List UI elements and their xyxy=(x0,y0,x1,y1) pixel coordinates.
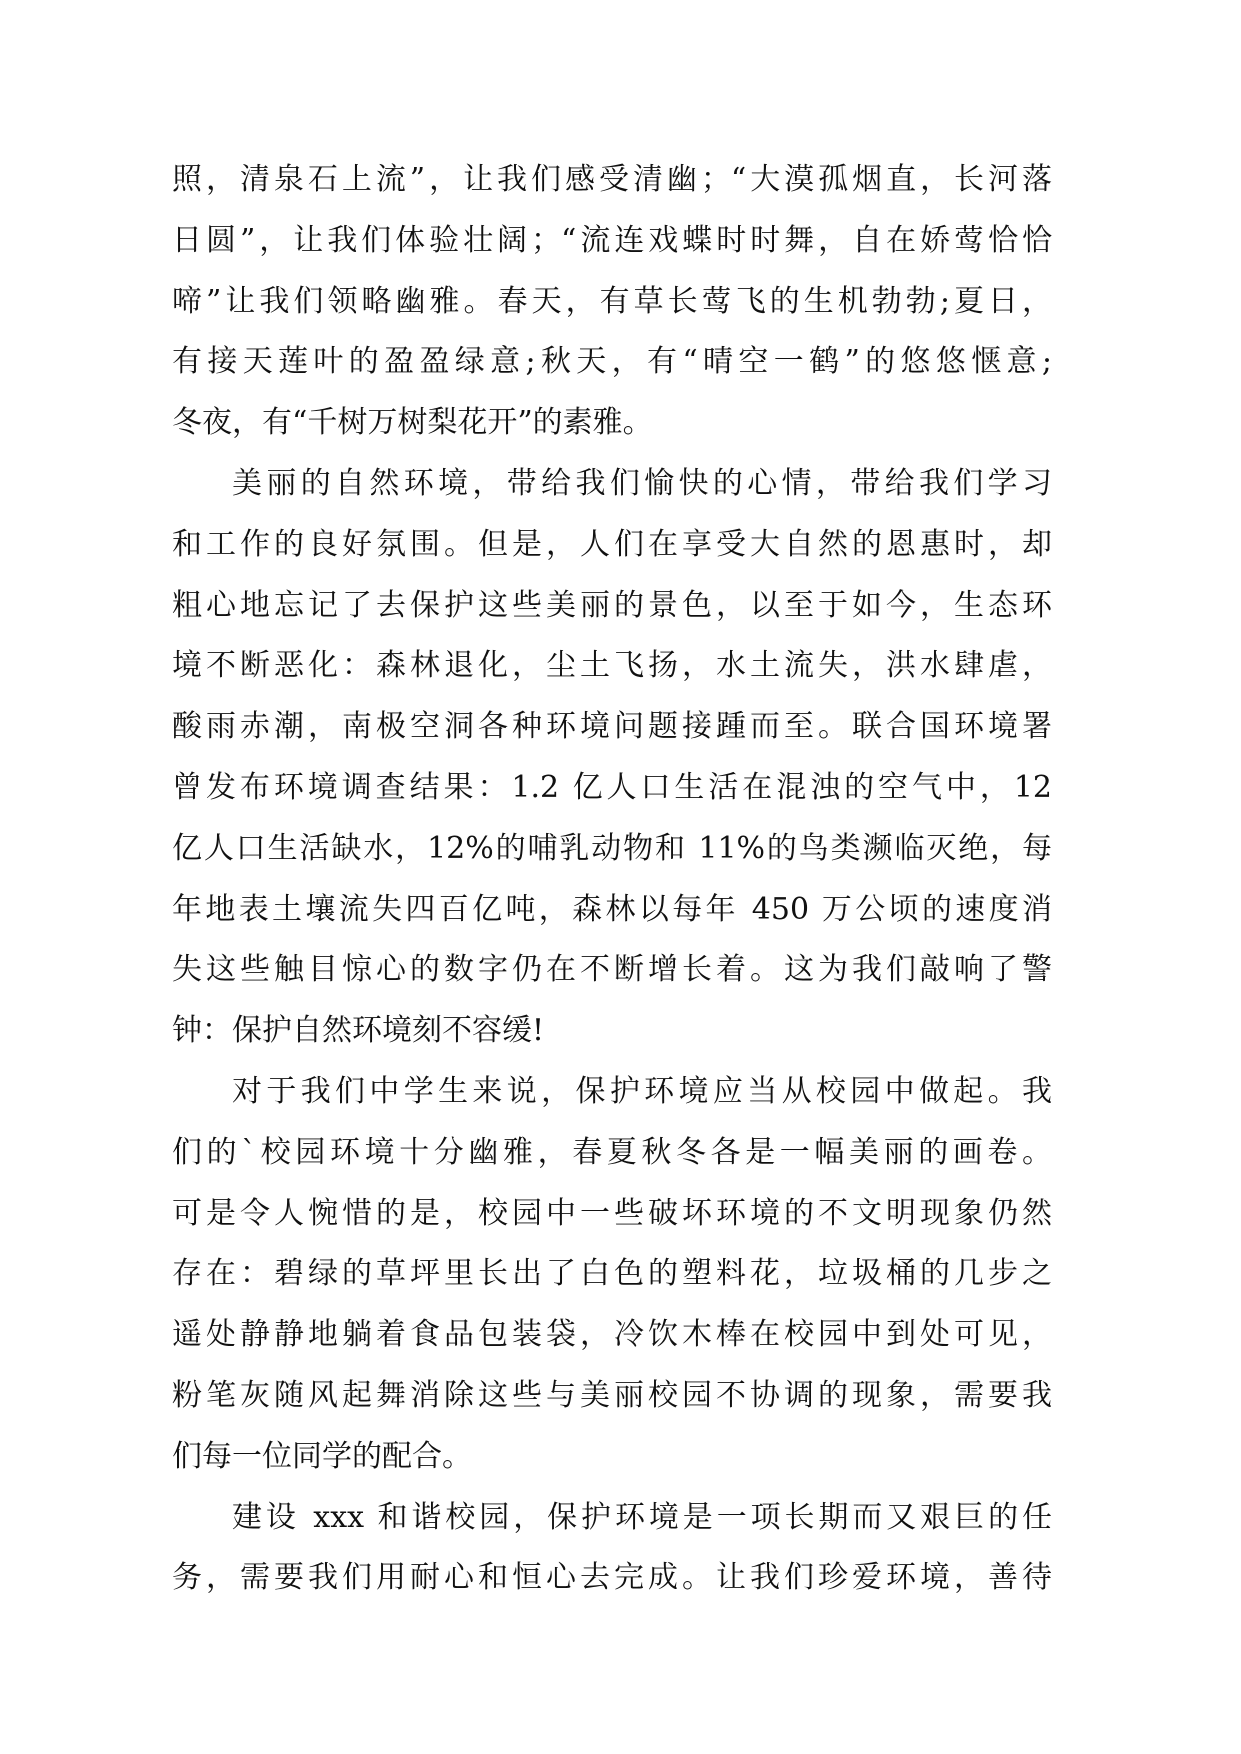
text-line: 日圆”，让我们体验壮阔；“流连戏蝶时时舞，自在娇莺恰恰 xyxy=(172,222,1052,258)
text-line: 境不断恶化：森林退化，尘土飞扬，水土流失，洪水肆虐， xyxy=(172,648,1052,684)
text-line: 可是令人惋惜的是，校园中一些破坏环境的不文明现象仍然 xyxy=(172,1195,1052,1231)
text-line: 年地表土壤流失四百亿吨，森林以每年 450 万公顷的速度消 xyxy=(172,891,1052,927)
text-line: 美丽的自然环境，带给我们愉快的心情，带给我们学习 xyxy=(232,465,1052,501)
text-line: 粉笔灰随风起舞消除这些与美丽校园不协调的现象，需要我 xyxy=(172,1377,1052,1413)
text-line: 钟：保护自然环境刻不容缓! xyxy=(172,1013,545,1049)
paragraph xyxy=(172,150,1052,454)
text-line: 啼”让我们领略幽雅。春天，有草长莺飞的生机勃勃;夏日， xyxy=(172,283,1052,319)
text-line: 们每一位同学的配合。 xyxy=(172,1438,472,1474)
paragraph xyxy=(172,1488,1052,1610)
text-line: 和工作的良好氛围。但是，人们在享受大自然的恩惠时，却 xyxy=(172,526,1052,562)
text-line: 务，需要我们用耐心和恒心去完成。让我们珍爱环境，善待 xyxy=(172,1560,1052,1596)
text-line: 冬夜，有“千树万树梨花开”的素雅。 xyxy=(172,405,653,441)
text-line: 对于我们中学生来说，保护环境应当从校园中做起。我 xyxy=(232,1073,1052,1109)
body-text xyxy=(172,150,1052,1609)
text-line: 曾发布环境调查结果：1.2 亿人口生活在混浊的空气中，12 xyxy=(172,769,1052,805)
text-line: 照，清泉石上流”，让我们感受清幽；“大漠孤烟直，长河落 xyxy=(172,162,1052,197)
text-line: 遥处静静地躺着食品包装袋，冷饮木棒在校园中到处可见， xyxy=(172,1317,1052,1353)
text-line: 亿人口生活缺水，12%的哺乳动物和 11%的鸟类濒临灭绝，每 xyxy=(172,830,1052,866)
text-line: 粗心地忘记了去保护这些美丽的景色，以至于如今，生态环 xyxy=(172,587,1052,623)
paragraph xyxy=(172,454,1052,1062)
text-line: 建设 xxx 和谐校园，保护环境是一项长期而又艰巨的任 xyxy=(232,1499,1052,1535)
text-line: 失这些触目惊心的数字仍在不断增长着。这为我们敲响了警 xyxy=(172,952,1052,988)
text-line: 酸雨赤潮，南极空洞各种环境问题接踵而至。联合国环境署 xyxy=(172,709,1052,745)
text-line: 存在：碧绿的草坪里长出了白色的塑料花，垃圾桶的几步之 xyxy=(172,1256,1052,1292)
text-line: 有接天莲叶的盈盈绿意;秋天，有“晴空一鹤”的悠悠惬意; xyxy=(172,344,1052,380)
text-line: 们的`校园环境十分幽雅，春夏秋冬各是一幅美丽的画卷。 xyxy=(172,1134,1052,1170)
paragraph xyxy=(172,1062,1052,1488)
